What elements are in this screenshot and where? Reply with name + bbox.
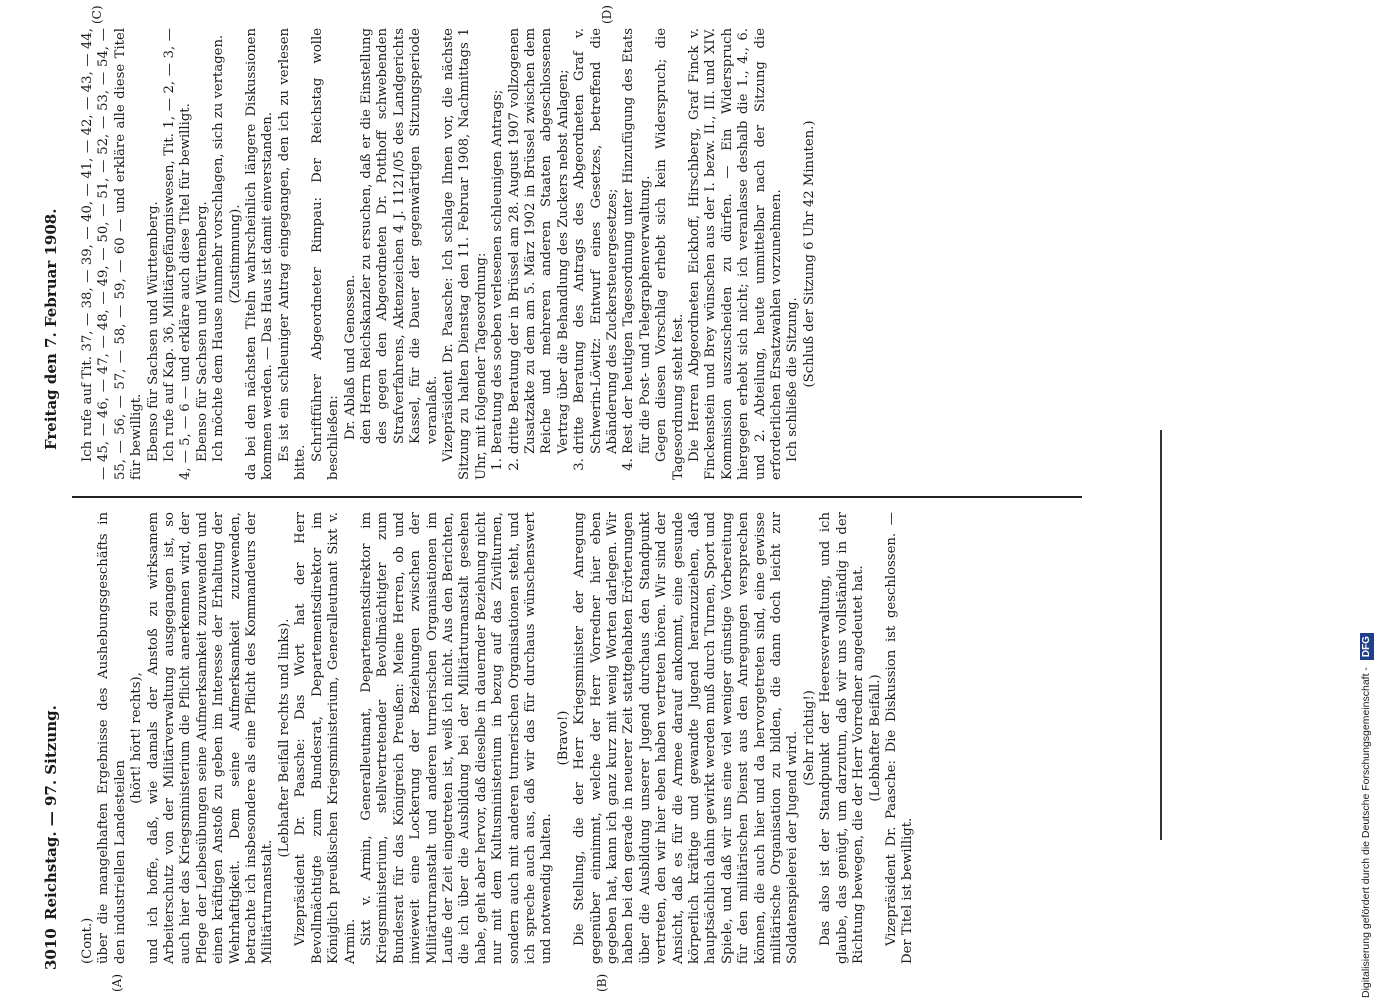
header-date: Freitag den 7. Februar 1908. (42, 208, 60, 450)
paragraph: Ich rufe auf Tit. 37, — 38, — 39, — 40, — 41, — 42, — 43, — 44, — 45, — 46, — 47, — 48, — 49, — 50, — 51, — 52, — 53, — 54, — 55, — 56, — 57, — 58, — 59, — 60 — und erkläre alle diese Titel für bewilligt. (80, 28, 145, 480)
margin-marker-d: (D) (600, 5, 614, 24)
motion-text: den Herrn Reichskanzler zu ersuchen, daß er die Einstellung des gegen den Abgeordneten Dr. Potthoff schwebenden Strafverfahrens, Aktenzeichen 4 J. 1121/05 des Landgerichts Kassel, für die Dauer der gegenwärtigen Sitzungsperiode veranlaßt. (358, 28, 440, 444)
paragraph: Vizepräsident Dr. Paasche: Das Wort hat der Herr Bevollmächtigte zum Bundesrat, Departementsdirektor im Königlich preußischen Kriegsministerium, Generalleutnant Sixt v. Armin. (293, 512, 358, 964)
paragraph: und ich hoffe, daß, wie damals der Anstoß zu wirksamem Arbeiterschutz von der Militärverwaltung ausgegangen ist, so auch hier das Kriegsministerium die Pflicht anerkennen wird, der Pflege der Leibesübungen seine Aufmerksamkeit zuzuwenden und einen kräftigen Anstoß zu geben im Interesse der Erhaltung der Wehrhaftigkeit. Dem seine Aufmerksamkeit zuzuwenden, betrachte ich insbesondere als eine Pflicht des Kommandeurs der Militärturnanstalt. (145, 512, 276, 964)
paragraph: da bei den nächsten Titeln wahrscheinlich längere Diskussionen kommen werden. — Das Haus ist damit einverstanden. (244, 28, 276, 480)
agenda-list (490, 28, 654, 480)
interjection: (Zustimmung). (227, 204, 243, 304)
header-session: Reichstag. — 97. Sitzung. (42, 705, 60, 920)
paragraph: Es ist ein schleuniger Antrag eingegangen, den ich zu verlesen bitte. (276, 28, 309, 480)
paragraph: Ich möchte dem Hause nunmehr vorschlagen, sich zu vertagen. (211, 34, 227, 462)
digitization-credit (1355, 8, 1377, 998)
paragraph: Ich rufe auf Kap. 36, Militärgefängniswesen, Tit. 1, — 2, — 3, — 4, — 5, — 6 — und erkläre auch diese Titel für bewilligt. (162, 28, 194, 480)
paragraph: Ebenso für Sachsen und Württemberg. (145, 201, 161, 462)
agenda-item: 4. Rest der heutigen Tagesordnung unter Hinzufügung des Etats für die Post- und Telegraphenverwaltung. (621, 28, 654, 454)
closing-note: (Schluß der Sitzung 6 Uhr 42 Minuten.) (801, 120, 817, 388)
margin-marker-a: (A) (110, 973, 124, 992)
interjection: (Lebhafter Beifall.) (867, 674, 883, 802)
right-column (80, 28, 818, 480)
page-number: 3010 (42, 928, 60, 970)
credit-line (1355, 18, 1377, 998)
paragraph: Das also ist der Standpunkt der Heeresverwaltung, und ich glaube, das genügt, um darzutun, daß wir uns vollständig in der Richtung bewegen, die der Herr Vorredner angedeutet hat. (818, 512, 867, 964)
interjection: (Sehr richtig!) (801, 690, 817, 786)
paragraph: Ebenso für Sachsen und Württemberg. (194, 201, 210, 462)
continuation-mark: (Cont.) (80, 917, 95, 964)
paragraph: über die mangelhaften Ergebnisse des Aushebungsgeschäfts in den industriellen Landesteilen (96, 512, 128, 964)
paragraph: Die Herren Abgeordneten Eickhoff, Hirschberg, Graf Finck v. Finckenstein und Brey wünschen aus der I. bezw. II., III. und XIV. Kommission auszuscheiden zu dürfen. — Ein Widerspruch hiergegen erhebt sich nicht; ich veranlasse deshalb die 1., 4., 6. und 2. Abteilung, heute unmittelbar nach der Sitzung die erforderlichen Ersatzwahlen vorzunehmen. (687, 28, 785, 480)
paragraph: Gegen diesen Vorschlag erhebt sich kein Widerspruch; die Tagesordnung steht fest. (654, 28, 686, 480)
margin-marker-b: (B) (595, 973, 609, 992)
paragraph: Die Stellung, die der Herr Kriegsminister der Anregung gegenüber einnimmt, welche der Herr Vorredner hier eben gegeben hat, kann ich ganz kurz mit wenig Worten darlegen. Wir haben bei den gerade in neuerer Zeit stattgehabten Erörterungen über die Ausbildung unserer Jugend durchaus den Standpunkt vertreten, den wir hier eben haben vertreten hören. Wir sind der Ansicht, daß es für die Armee darauf ankommt, eine gesunde körperlich kräftige und gewandte Jugend heranzuziehen, daß hauptsächlich dahin gewirkt werden muß durch Turnen, Sport und Spiele, und daß wir uns eine viel weniger günstige Vorbereitung für den militärischen Dienst aus den Anregungen versprechen können, die auch hier und da hervorgetreten sind, eine gewisse militärische Organisation zu bilden, die dann doch leicht zur Soldatenspielerei der Jugend wird. (572, 512, 801, 964)
credit-text: Digitalisierung gefördert durch die Deutsche Forschungsgemeinschaft - (1360, 667, 1372, 998)
dfg-logo: DFG (1360, 633, 1374, 660)
paragraph: Schriftführer Abgeordneter Rimpau: Der Reichstag wolle beschließen: (309, 28, 342, 480)
page-header (42, 30, 68, 970)
speech-paragraph: Sixt v. Armin, Generalleutnant, Departementsdirektor im Kriegsministerium, stellvertretender Bevollmächtigter zum Bundesrat für das Königreich Preußen: Meine Herren, ob und inwieweit eine Lockerung der Beziehungen zwischen der Militärturnanstalt und anderen turnerischen Organisationen im Laufe der Zeit eingetreten ist, weiß ich nicht. Aus den Berichten, die ich über die Ausbildung bei der Militärturnanstalt gesehen habe, geht aber hervor, daß dieselbe in dauernder Beziehung nicht nur mit dem Kultusministerium in bezug auf das Zivilturnen, sondern auch mit anderen turnerischen Organisationen steht, und ich spreche auch aus, daß wir das für durchaus wünschenswert und notwendig halten. (358, 512, 555, 964)
paragraph: Ich schließe die Sitzung. (785, 297, 801, 462)
interjection: (hört! hört! rechts), (129, 672, 145, 804)
horizontal-rule (1160, 430, 1162, 840)
margin-marker-c: (C) (90, 5, 104, 24)
column-divider (72, 497, 1082, 499)
agenda-item: 3. dritte Beratung des Antrags des Abgeordneten Graf v. Schwerin-Löwitz: Entwurf eines Gesetzes, betreffend die Abänderung des Zuckersteuergesetzes; (572, 28, 621, 454)
agenda-item: 2. dritte Beratung der in Brüssel am 28. August 1907 vollzogenen Zusatzakte zu dem am 5. März 1902 in Brüssel zwischen dem Reiche und mehreren anderen Staaten abgeschlossenen Vertrag über die Behandlung des Zuckers nebst Anlagen; (507, 28, 573, 454)
paragraph: Vizepräsident Dr. Paasche: Ich schlage Ihnen vor, die nächste Sitzung zu halten Dienstag den 11. Februar 1908, Nachmittags 1 Uhr, mit folgender Tagesordnung: (440, 28, 489, 480)
interjection: (Lebhafter Beifall rechts und links). (276, 618, 292, 858)
left-column (80, 512, 917, 964)
agenda-item: 1. Beratung des soeben verlesenen schleunigen Antrags; (490, 28, 506, 454)
paragraph: Vizepräsident Dr. Paasche: Die Diskussion ist geschlossen. — Der Titel ist bewilligt. (883, 512, 916, 964)
signatories: Dr. Ablaß und Genossen. (342, 274, 358, 440)
interjection: (Bravo!) (555, 710, 571, 766)
